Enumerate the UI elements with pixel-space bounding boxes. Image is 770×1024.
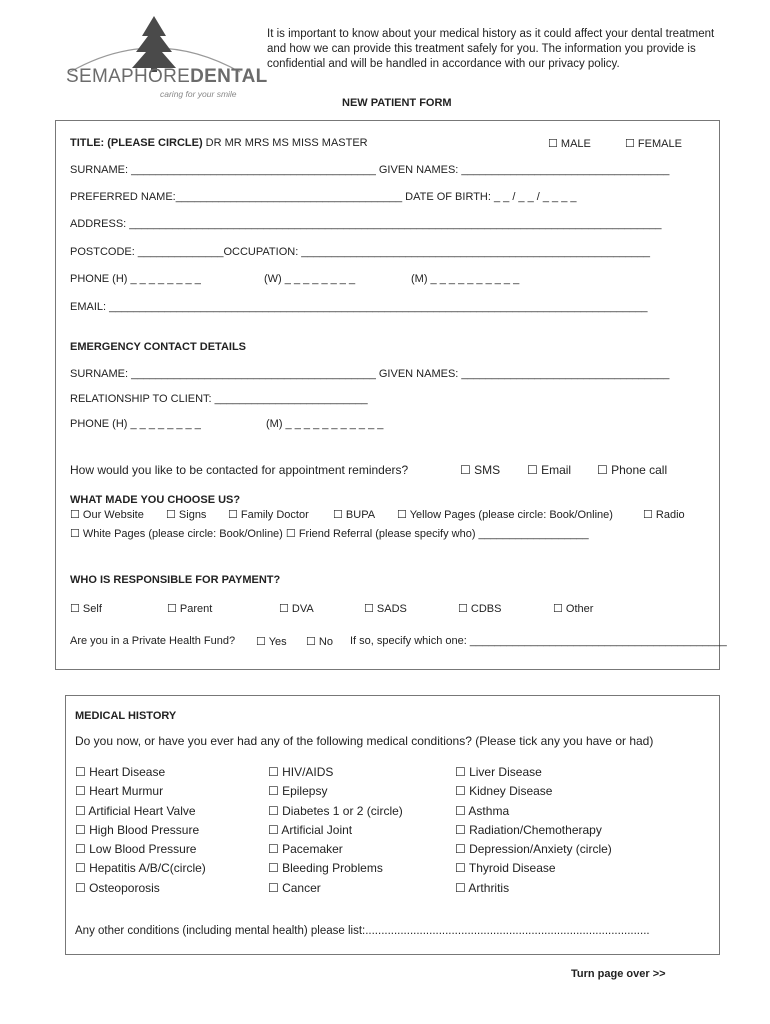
choose-yellow-pages-checkbox[interactable]: ☐ Yellow Pages (please circle: Book/Online): [397, 509, 613, 521]
female-checkbox[interactable]: ☐ FEMALE: [625, 138, 682, 150]
payment-other-checkbox[interactable]: ☐ Other: [553, 603, 594, 615]
male-checkbox[interactable]: ☐ MALE: [548, 138, 591, 150]
logo-wordmark: SEMAPHOREDENTAL: [66, 66, 268, 87]
condition-checkbox[interactable]: ☐ High Blood Pressure: [75, 822, 200, 837]
phone-work-field[interactable]: (W) _ _ _ _ _ _ _ _: [264, 273, 356, 285]
title-row: [70, 137, 368, 149]
payment-parent-checkbox[interactable]: ☐ Parent: [167, 603, 213, 615]
phone-home-field[interactable]: PHONE (H) _ _ _ _ _ _ _ _: [70, 273, 201, 285]
medical-column-1: [75, 763, 206, 898]
form-title: NEW PATIENT FORM: [342, 97, 452, 109]
condition-checkbox[interactable]: ☐ Radiation/Chemotherapy: [455, 822, 602, 837]
condition-checkbox[interactable]: ☐ Cancer: [268, 880, 321, 895]
condition-checkbox[interactable]: ☐ HIV/AIDS: [268, 765, 334, 779]
emergency-heading: EMERGENCY CONTACT DETAILS: [70, 341, 247, 353]
condition-checkbox[interactable]: ☐ Artificial Joint: [268, 822, 353, 837]
health-fund-question: Are you in a Private Health Fund?: [70, 635, 236, 647]
turn-page-note: Turn page over >>: [571, 968, 666, 980]
pine-tree-icon: [62, 14, 247, 74]
condition-checkbox[interactable]: ☐ Osteoporosis: [75, 880, 160, 895]
choose-radio-checkbox[interactable]: ☐ Radio: [643, 509, 685, 521]
payment-sads-checkbox[interactable]: ☐ SADS: [364, 603, 407, 615]
logo: [62, 14, 268, 104]
sms-checkbox[interactable]: ☐ SMS: [460, 463, 501, 477]
condition-checkbox[interactable]: ☐ Kidney Disease: [455, 784, 553, 799]
surname-field[interactable]: SURNAME: ________________________________________ GIVEN NAMES: __________________________________: [70, 164, 670, 176]
health-fund-yes-checkbox[interactable]: ☐ Yes: [256, 636, 287, 648]
intro-text: It is important to know about your medical history as it could affect your dental treatment and how we can provide this treatment safely for you. The information you provide is confidential and will be handled in accordance with our privacy policy.: [267, 28, 715, 70]
choose-bupa-checkbox[interactable]: ☐ BUPA: [333, 509, 376, 521]
phone-mobile-field[interactable]: (M) _ _ _ _ _ _ _ _ _ _: [411, 273, 520, 285]
contact-question: How would you like to be contacted for appointment reminders?: [70, 463, 409, 477]
postcode-occupation-field[interactable]: POSTCODE: ______________OCCUPATION: _________________________________________________________: [70, 246, 651, 258]
relationship-field[interactable]: RELATIONSHIP TO CLIENT: _________________________: [70, 393, 368, 405]
choose-row2[interactable]: ☐ White Pages (please circle: Book/Online) ☐ Friend Referral (please specify who) __________________: [70, 528, 589, 540]
condition-checkbox[interactable]: ☐ Heart Disease: [75, 765, 166, 779]
emergency-phone-home-field[interactable]: PHONE (H) _ _ _ _ _ _ _ _: [70, 418, 201, 430]
choose-doctor-checkbox[interactable]: ☐ Family Doctor: [228, 509, 309, 521]
payment-cdbs-checkbox[interactable]: ☐ CDBS: [458, 603, 502, 615]
condition-checkbox[interactable]: ☐ Diabetes 1 or 2 (circle): [268, 803, 403, 818]
payment-heading: WHO IS RESPONSIBLE FOR PAYMENT?: [70, 574, 281, 586]
payment-self-checkbox[interactable]: ☐ Self: [70, 603, 102, 615]
choose-website-checkbox[interactable]: ☐ Our Website: [70, 509, 144, 521]
condition-checkbox[interactable]: ☐ Epilepsy: [268, 784, 328, 799]
condition-checkbox[interactable]: ☐ Liver Disease: [455, 765, 542, 779]
medical-column-3: [455, 763, 612, 898]
title-label: TITLE: (PLEASE CIRCLE): [70, 137, 203, 149]
choose-heading: WHAT MADE YOU CHOOSE US?: [70, 494, 241, 506]
condition-checkbox[interactable]: ☐ Depression/Anxiety (circle): [455, 842, 612, 857]
emergency-phone-mobile-field[interactable]: (M) _ _ _ _ _ _ _ _ _ _ _: [266, 418, 384, 430]
condition-checkbox[interactable]: ☐ Hepatitis A/B/C(circle): [75, 861, 206, 876]
other-conditions-field[interactable]: Any other conditions (including mental health) please list:.........................................................................................: [75, 925, 650, 937]
health-fund-specify-field[interactable]: If so, specify which one: __________________________________________: [350, 635, 727, 647]
condition-checkbox[interactable]: ☐ Thyroid Disease: [455, 861, 556, 876]
preferred-name-field[interactable]: PREFERRED NAME:_____________________________________ DATE OF BIRTH: _ _ / _ _ / _ _ _ _: [70, 191, 577, 203]
condition-checkbox[interactable]: ☐ Heart Murmur: [75, 784, 164, 799]
choose-signs-checkbox[interactable]: ☐ Signs: [166, 509, 207, 521]
condition-checkbox[interactable]: ☐ Arthritis: [455, 880, 510, 895]
condition-checkbox[interactable]: ☐ Bleeding Problems: [268, 861, 383, 876]
condition-checkbox[interactable]: ☐ Artificial Heart Valve: [75, 803, 196, 818]
email-field[interactable]: EMAIL: ________________________________________________________________________________________: [70, 301, 648, 313]
logo-tagline: caring for your smile: [160, 89, 237, 99]
title-options[interactable]: DR MR MRS MS MISS MASTER: [205, 137, 368, 149]
medical-heading: MEDICAL HISTORY: [75, 710, 177, 722]
email-checkbox[interactable]: ☐ Email: [527, 463, 572, 477]
address-field[interactable]: ADDRESS: _______________________________________________________________________________________: [70, 218, 662, 230]
condition-checkbox[interactable]: ☐ Asthma: [455, 803, 510, 818]
emergency-surname-field[interactable]: SURNAME: ________________________________________ GIVEN NAMES: __________________________________: [70, 368, 670, 380]
medical-column-2: [268, 763, 403, 898]
condition-checkbox[interactable]: ☐ Low Blood Pressure: [75, 842, 197, 857]
phone-call-checkbox[interactable]: ☐ Phone call: [597, 463, 668, 477]
medical-question: Do you now, or have you ever had any of the following medical conditions? (Please tick any you have or had): [75, 734, 654, 748]
condition-checkbox[interactable]: ☐ Pacemaker: [268, 842, 343, 857]
health-fund-no-checkbox[interactable]: ☐ No: [306, 636, 333, 648]
payment-dva-checkbox[interactable]: ☐ DVA: [279, 603, 314, 615]
